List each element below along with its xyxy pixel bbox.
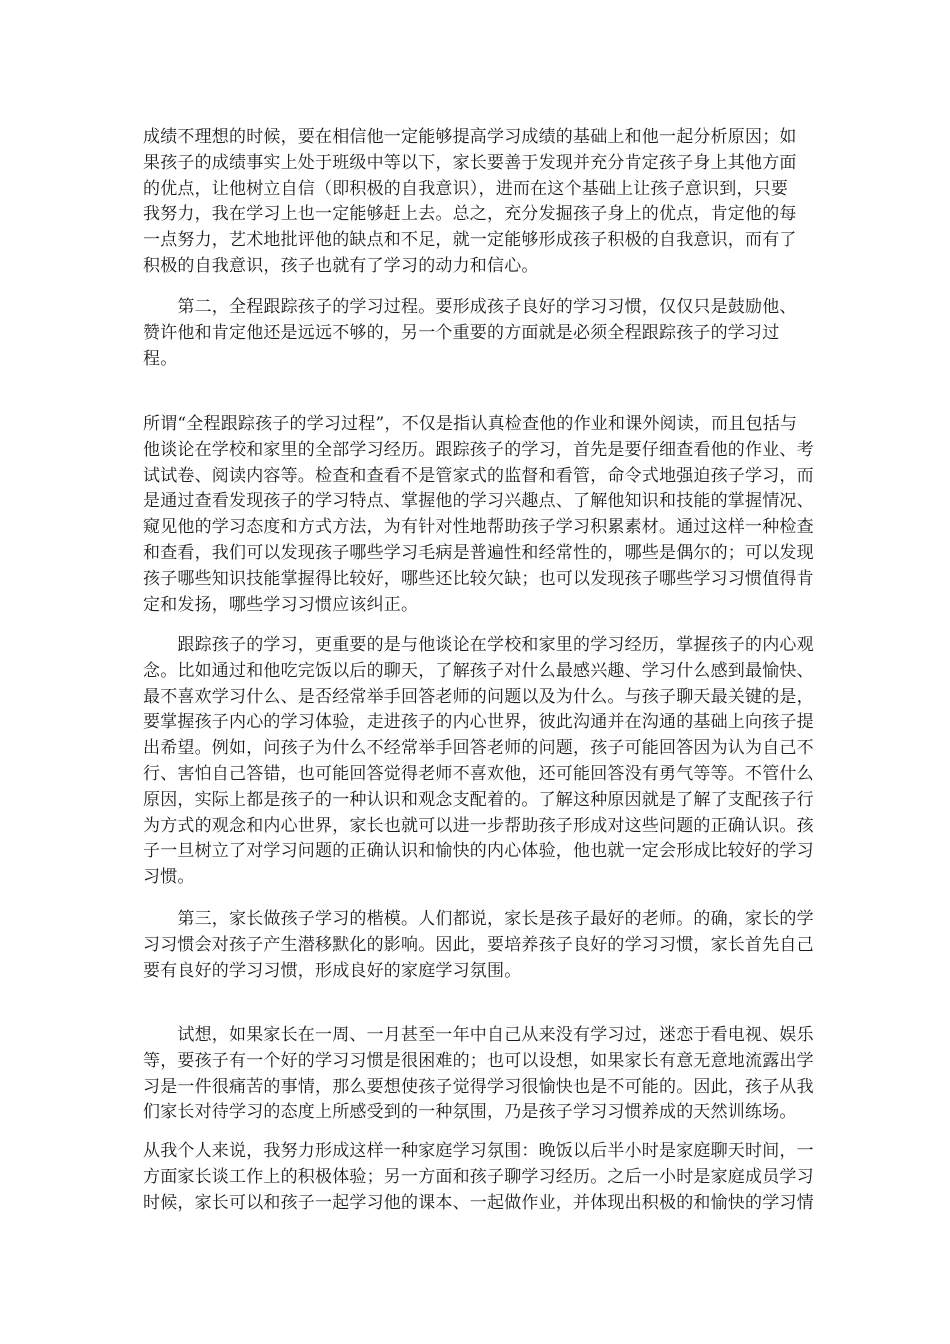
text-line: 为方式的观念和内心世界，家长也就可以进一步帮助孩子形成对这些问题的正确认识。孩 <box>143 815 814 836</box>
text-line: 行、害怕自己答错，也可能回答觉得老师不喜欢他，还可能回答没有勇气等等。不管什么 <box>143 763 814 784</box>
text-line: 的优点，让他树立自信（即积极的自我意识），进而在这个基础上让孩子意识到，只要 <box>143 178 789 199</box>
text-line: 是通过查看发现孩子的学习特点、掌握他的学习兴趣点、了解他知识和技能的掌握情况、 <box>143 491 814 512</box>
text-line: 我努力，我在学习上也一定能够赶上去。总之，充分发掘孩子身上的优点，肯定他的每 <box>143 204 797 225</box>
text-line: 试试卷、阅读内容等。检查和查看不是管家式的监督和看管，命令式地强迫孩子学习，而 <box>143 465 814 486</box>
text-line: 第二，全程跟踪孩子的学习过程。要形成孩子良好的学习习惯，仅仅只是鼓励他、 <box>143 297 797 317</box>
text-line: 积极的自我意识，孩子也就有了学习的动力和信心。 <box>143 255 539 276</box>
text-line: 最不喜欢学习什么、是否经常举手回答老师的问题以及为什么。与孩子聊天最关键的是， <box>143 686 814 707</box>
text-line: 原因，实际上都是孩子的一种认识和观念支配着的。了解这种原因就是了解了支配孩子行 <box>143 789 814 810</box>
paragraph-3 <box>143 412 814 618</box>
text-line: 念。比如通过和他吃完饭以后的聊天，了解孩子对什么最感兴趣、学习什么感到最愉快、 <box>143 660 814 681</box>
text-line: 一点努力，艺术地批评他的缺点和不足，就一定能够形成孩子积极的自我意识，而有了 <box>143 230 797 251</box>
paragraph-2 <box>143 295 797 372</box>
text-line: 窥见他的学习态度和方式方法，为有针对性地帮助孩子学习积累素材。通过这样一种检查 <box>143 517 814 538</box>
text-line: 方面家长谈工作上的积极体验；另一方面和孩子聊学习经历。之后一小时是家庭成员学习 <box>143 1166 814 1187</box>
text-line: 他谈论在学校和家里的全部学习经历。跟踪孩子的学习，首先是要仔细查看他的作业、考 <box>143 439 814 460</box>
text-line: 习习惯会对孩子产生潜移默化的影响。因此，要培养孩子良好的学习习惯，家长首先自己 <box>143 934 814 955</box>
paragraph-5 <box>143 907 814 984</box>
text-line: 果孩子的成绩事实上处于班级中等以下，家长要善于发现并充分肯定孩子身上其他方面 <box>143 152 797 173</box>
text-line: 试想，如果家长在一周、一月甚至一年中自己从来没有学习过，迷恋于看电视、娱乐 <box>143 1025 814 1045</box>
text-line: 时候，家长可以和孩子一起学习他的课本、一起做作业，并体现出积极的和愉快的学习情 <box>143 1192 814 1213</box>
text-line: 程。 <box>143 348 178 369</box>
text-line: 从我个人来说，我努力形成这样一种家庭学习氛围：晚饭以后半小时是家庭聊天时间，一 <box>143 1141 814 1161</box>
text-line: 习惯。 <box>143 867 195 888</box>
paragraph-1 <box>143 125 797 280</box>
text-line: 出希望。例如，问孩子为什么不经常举手回答老师的问题，孩子可能回答因为认为自己不 <box>143 738 814 759</box>
text-line: 要有良好的学习习惯，形成良好的家庭学习氛围。 <box>143 960 522 981</box>
text-line: 定和发扬，哪些学习习惯应该纠正。 <box>143 594 419 615</box>
text-line: 所谓“全程跟踪孩子的学习过程”，不仅是指认真检查他的作业和课外阅读，而且包括与 <box>143 414 798 434</box>
text-line: 孩子哪些知识技能掌握得比较好，哪些还比较欠缺；也可以发现孩子哪些学习习惯值得肯 <box>143 568 814 589</box>
text-line: 们家长对待学习的态度上所感受到的一种氛围，乃是孩子学习习惯养成的天然训练场。 <box>143 1102 797 1123</box>
text-line: 跟踪孩子的学习，更重要的是与他谈论在学校和家里的学习经历，掌握孩子的内心观 <box>143 635 814 655</box>
text-line: 第三，家长做孩子学习的楷模。人们都说，家长是孩子最好的老师。的确，家长的学 <box>143 909 814 929</box>
text-line: 赞许他和肯定他还是远远不够的，另一个重要的方面就是必须全程跟踪孩子的学习过 <box>143 322 780 343</box>
text-line: 要掌握孩子内心的学习体验，走进孩子的内心世界，彼此沟通并在沟通的基础上向孩子提 <box>143 712 814 733</box>
paragraph-6 <box>143 1023 814 1126</box>
text-line: 子一旦树立了对学习问题的正确认识和愉快的内心体验，他也就一定会形成比较好的学习 <box>143 841 814 862</box>
text-line: 成绩不理想的时候，要在相信他一定能够提高学习成绩的基础上和他一起分析原因；如 <box>143 127 797 147</box>
text-line: 等，要孩子有一个好的学习习惯是很困难的；也可以设想，如果家长有意无意地流露出学 <box>143 1050 814 1071</box>
text-line: 习是一件很痛苦的事情，那么要想使孩子觉得学习很愉快也是不可能的。因此，孩子从我 <box>143 1076 814 1097</box>
text-line: 和查看，我们可以发现孩子哪些学习毛病是普遍性和经常性的，哪些是偶尔的；可以发现 <box>143 542 814 563</box>
paragraph-7 <box>143 1139 814 1216</box>
paragraph-4 <box>143 633 814 891</box>
